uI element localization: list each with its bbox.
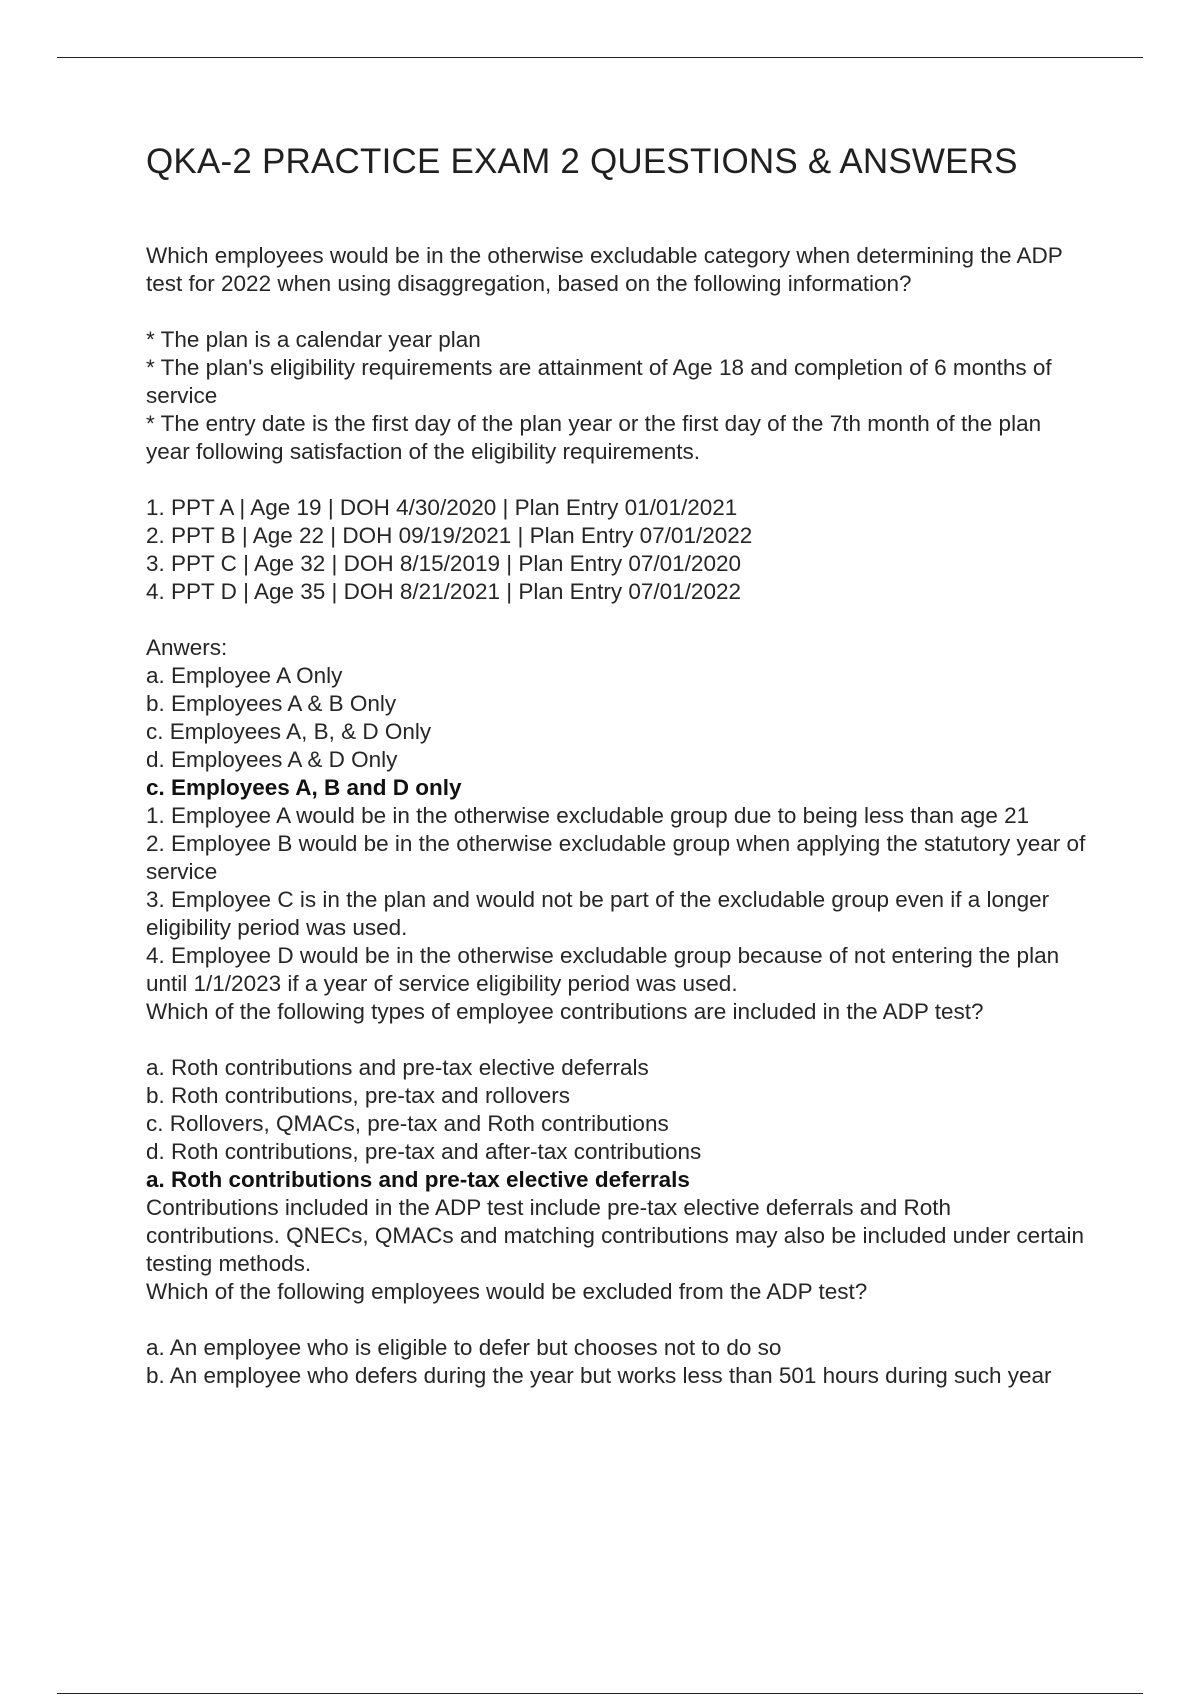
question-text: Which of the following types of employee contributions are included in the ADP test? bbox=[146, 999, 984, 1024]
answer-option: a. Roth contributions and pre-tax elective deferrals bbox=[146, 1055, 649, 1080]
explanation-item: 1. Employee A would be in the otherwise excludable group due to being less than age 21 bbox=[146, 803, 1030, 828]
answer-option: b. An employee who defers during the year but works less than 501 hours during such year bbox=[146, 1363, 1052, 1388]
answers-label: Anwers: bbox=[146, 635, 228, 660]
answer-option: c. Rollovers, QMACs, pre-tax and Roth contributions bbox=[146, 1111, 669, 1136]
explanation-item: 2. Employee B would be in the otherwise excludable group when applying the statutory year of service bbox=[146, 831, 1092, 884]
top-rule bbox=[57, 57, 1143, 58]
answer-option: a. Employee A Only bbox=[146, 663, 343, 688]
answer-option: b. Roth contributions, pre-tax and rollovers bbox=[146, 1083, 570, 1108]
question-text: Which employees would be in the otherwise excludable category when determining the ADP test for 2022 when using disaggregation, based on the following information? bbox=[146, 243, 1069, 296]
correct-answer: c. Employees A, B and D only bbox=[146, 775, 462, 800]
explanation-text: Contributions included in the ADP test include pre-tax elective deferrals and Roth contributions. QNECs, QMACs and matching contributions may also be included under certain testing methods. bbox=[146, 1195, 1091, 1276]
answer-option: a. An employee who is eligible to defer but chooses not to do so bbox=[146, 1335, 782, 1360]
page-title: QKA-2 PRACTICE EXAM 2 QUESTIONS & ANSWERS bbox=[146, 142, 1018, 181]
fact-item: * The entry date is the first day of the plan year or the first day of the 7th month of the plan year following satisfaction of the eligibility requirements. bbox=[146, 411, 1048, 464]
explanation-item: 4. Employee D would be in the otherwise excludable group because of not entering the plan until 1/1/2023 if a year of service eligibility period was used. bbox=[146, 943, 1066, 996]
participant-item: 1. PPT A | Age 19 | DOH 4/30/2020 | Plan Entry 01/01/2021 bbox=[146, 495, 738, 520]
question-1 bbox=[146, 242, 1092, 998]
spacer bbox=[146, 1306, 1086, 1334]
question-2 bbox=[146, 998, 1091, 1278]
question-text: Which of the following employees would be excluded from the ADP test? bbox=[146, 1279, 868, 1304]
participant-item: 3. PPT C | Age 32 | DOH 8/15/2019 | Plan Entry 07/01/2020 bbox=[146, 551, 741, 576]
spacer bbox=[146, 606, 1086, 634]
bottom-rule bbox=[57, 1693, 1143, 1694]
answer-option: d. Roth contributions, pre-tax and after-tax contributions bbox=[146, 1139, 702, 1164]
fact-item: * The plan's eligibility requirements are attainment of Age 18 and completion of 6 months of service bbox=[146, 355, 1058, 408]
document-body bbox=[146, 242, 1092, 1390]
spacer bbox=[146, 298, 1086, 326]
participant-item: 2. PPT B | Age 22 | DOH 09/19/2021 | Plan Entry 07/01/2022 bbox=[146, 523, 753, 548]
answer-option: c. Employees A, B, & D Only bbox=[146, 719, 432, 744]
fact-item: * The plan is a calendar year plan bbox=[146, 327, 481, 352]
spacer bbox=[146, 1026, 1086, 1054]
answer-option: d. Employees A & D Only bbox=[146, 747, 398, 772]
question-3 bbox=[146, 1278, 1086, 1390]
correct-answer: a. Roth contributions and pre-tax elective deferrals bbox=[146, 1167, 690, 1192]
spacer bbox=[146, 466, 1086, 494]
participant-item: 4. PPT D | Age 35 | DOH 8/21/2021 | Plan Entry 07/01/2022 bbox=[146, 579, 741, 604]
answer-option: b. Employees A & B Only bbox=[146, 691, 397, 716]
explanation-item: 3. Employee C is in the plan and would not be part of the excludable group even if a longer eligibility period was used. bbox=[146, 887, 1056, 940]
